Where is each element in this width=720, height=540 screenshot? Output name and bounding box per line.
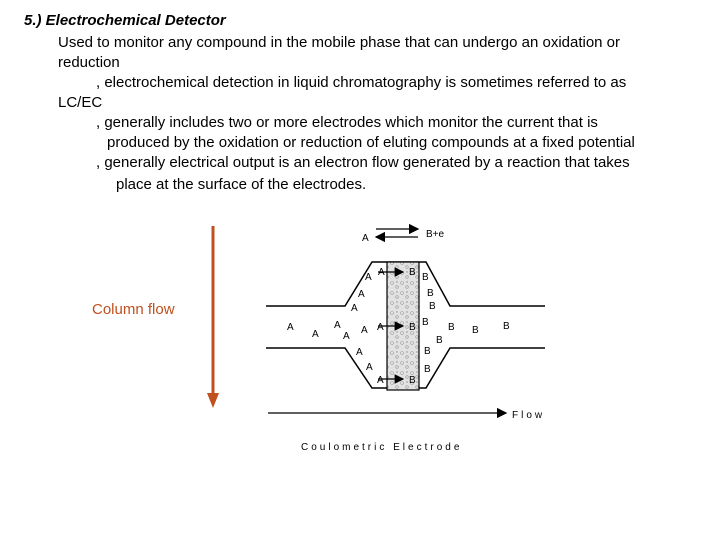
species-b: B xyxy=(422,272,429,283)
flow-label: Flow xyxy=(512,410,546,421)
reaction-right-label: B+e xyxy=(426,229,445,240)
text-line-3: , electrochemical detection in liquid chromatography is sometimes referred to as xyxy=(96,74,627,91)
species-b: B xyxy=(429,301,436,312)
species-a: A xyxy=(356,347,363,358)
text-line-4: LC/EC xyxy=(58,94,103,111)
species-a: A xyxy=(334,320,341,331)
column-flow-arrow-head xyxy=(207,393,219,408)
species-a: A xyxy=(312,329,319,340)
text-line-6: produced by the oxidation or reduction of eluting compounds at a fixed potential xyxy=(107,134,635,151)
species-b: B xyxy=(409,375,416,386)
species-a: A xyxy=(361,325,368,336)
species-a: A xyxy=(378,267,385,278)
text-line-5: , generally includes two or more electrodes which monitor the current that is xyxy=(96,114,598,131)
text-line-2: reduction xyxy=(58,54,120,71)
text-line-1: Used to monitor any compound in the mobile phase that can undergo an oxidation or xyxy=(58,34,621,51)
species-b: B xyxy=(409,322,416,333)
species-a: A xyxy=(343,331,350,342)
text-line-8: place at the surface of the electrodes. xyxy=(116,176,367,193)
species-a: A xyxy=(377,375,384,386)
column-flow-label: Column flow xyxy=(92,301,175,318)
species-b: B xyxy=(436,335,443,346)
text-line-7: , generally electrical output is an electron flow generated by a reaction that takes xyxy=(96,154,630,171)
species-b: B xyxy=(427,288,434,299)
species-b: B xyxy=(409,267,416,278)
species-b: B xyxy=(424,364,431,375)
species-b: B xyxy=(424,346,431,357)
species-b: B xyxy=(472,325,479,336)
species-a: A xyxy=(377,322,384,333)
species-b: B xyxy=(422,317,429,328)
species-a: A xyxy=(287,322,294,333)
species-a: A xyxy=(366,362,373,373)
reaction-left-label: A xyxy=(362,233,369,244)
species-b: B xyxy=(448,322,455,333)
species-a: A xyxy=(358,289,365,300)
species-a: A xyxy=(351,303,358,314)
species-b: B xyxy=(503,321,510,332)
species-a: A xyxy=(365,272,372,283)
electrode-caption: Coulometric Electrode xyxy=(301,442,463,453)
section-title: 5.) Electrochemical Detector xyxy=(24,12,226,29)
